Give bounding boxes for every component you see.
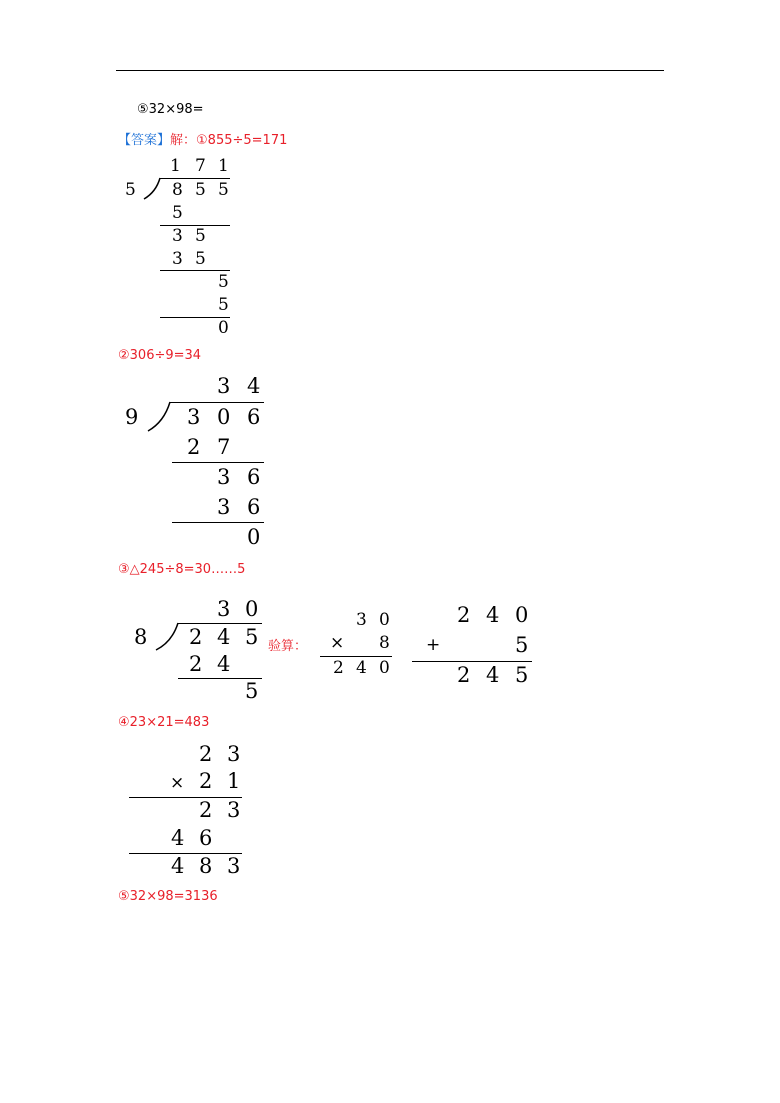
div1-step-digit: 5 [172, 203, 183, 223]
div2-dividend-digit: 6 [247, 405, 261, 429]
div1-step-digit: 3 [172, 226, 183, 246]
check-add-sign: + [426, 635, 441, 655]
check-add-result-digit: 2 [457, 663, 471, 687]
mult4-result-digit: 8 [199, 854, 213, 878]
div2-step-digit: 6 [247, 495, 261, 519]
mult4-top-digit: 3 [227, 742, 241, 766]
header-rule [116, 70, 664, 71]
part-2-title: ②306÷9=34 [118, 348, 202, 363]
div2-rule [172, 462, 264, 463]
div3-remainder: 5 [245, 679, 259, 703]
check-add-top-digit: 2 [457, 603, 471, 627]
div2-quotient-digit: 3 [217, 374, 231, 398]
div1-quotient-digit: 1 [170, 156, 181, 176]
div3-divisor: 8 [134, 625, 148, 649]
div1-quotient-digit: 1 [218, 156, 229, 176]
mult4-partial1-digit: 3 [227, 798, 241, 822]
div3-bracket-top [178, 623, 262, 624]
div3-quotient-digit: 3 [217, 597, 231, 621]
question-5: ⑤32×98= [137, 102, 204, 117]
check-add-bottom: 5 [515, 633, 529, 657]
mult4-result-digit: 4 [171, 854, 185, 878]
part-5-title: ⑤32×98=3136 [118, 889, 218, 904]
check-add-result-digit: 4 [486, 663, 500, 687]
div1-remainder: 0 [218, 318, 229, 338]
mult4-partial2-digit: 6 [199, 826, 213, 850]
div2-step-digit: 6 [247, 465, 261, 489]
mult4-bottom-digit: 2 [199, 769, 213, 793]
div3-step-digit: 2 [189, 652, 203, 676]
div2-dividend-digit: 0 [217, 405, 231, 429]
div2-remainder: 0 [247, 525, 261, 549]
div1-step-digit: 3 [172, 249, 183, 269]
mult4-result-digit: 3 [227, 854, 241, 878]
div1-bracket-top [160, 178, 230, 179]
div1-step-digit: 5 [195, 226, 206, 246]
check-mult-sign: × [330, 633, 345, 653]
div1-dividend-digit: 8 [172, 180, 183, 200]
check-add-top-digit: 4 [486, 603, 500, 627]
div2-divisor: 9 [125, 405, 139, 429]
check-mult-rule [320, 656, 392, 657]
div3-bracket-curve [156, 623, 180, 651]
mult4-sign: × [170, 773, 185, 793]
div1-dividend-digit: 5 [195, 180, 206, 200]
div1-step-digit: 5 [218, 295, 229, 315]
check-label: 验算： [268, 639, 308, 654]
answer-tag: 【答案】 [118, 133, 171, 148]
part-4-title: ④23×21=483 [118, 715, 210, 730]
div1-step-digit: 5 [218, 272, 229, 292]
check-mult-top-digit: 3 [356, 610, 367, 630]
answer-jie: 解： [170, 133, 197, 148]
mult4-partial2-digit: 4 [171, 826, 185, 850]
check-mult-bottom: 8 [379, 633, 390, 653]
div2-step-digit: 7 [217, 435, 231, 459]
div2-dividend-digit: 3 [187, 405, 201, 429]
div2-bracket-top [170, 402, 264, 403]
check-add-result-digit: 5 [515, 663, 529, 687]
div1-step-digit: 5 [195, 249, 206, 269]
check-mult-result-digit: 2 [333, 658, 344, 678]
mult4-rule [129, 797, 242, 798]
mult4-bottom-digit: 1 [227, 769, 241, 793]
check-mult-result-digit: 0 [379, 658, 390, 678]
div1-divisor: 5 [125, 180, 136, 200]
check-mult-top-digit: 0 [379, 610, 390, 630]
div2-step-digit: 3 [217, 465, 231, 489]
div2-step-digit: 3 [217, 495, 231, 519]
div1-dividend-digit: 5 [218, 180, 229, 200]
mult4-partial1-digit: 2 [199, 798, 213, 822]
div2-quotient-digit: 4 [247, 374, 261, 398]
div3-quotient-digit: 0 [245, 597, 259, 621]
answer-header [118, 134, 287, 147]
div3-dividend-digit: 4 [217, 625, 231, 649]
div3-step-digit: 4 [217, 652, 231, 676]
div2-step-digit: 2 [187, 435, 201, 459]
div1-quotient-digit: 7 [195, 156, 206, 176]
div2-bracket-curve [148, 402, 172, 432]
div1-bracket-curve [144, 178, 162, 200]
div2-rule [172, 522, 264, 523]
part-3-title: ③△245÷8=30……5 [118, 562, 246, 577]
check-add-rule [412, 661, 532, 662]
part-1-title: ①855÷5=171 [196, 133, 288, 148]
mult4-top-digit: 2 [199, 742, 213, 766]
check-add-top-digit: 0 [515, 603, 529, 627]
div3-dividend-digit: 2 [189, 625, 203, 649]
check-mult-result-digit: 4 [356, 658, 367, 678]
div3-dividend-digit: 5 [245, 625, 259, 649]
div1-rule [160, 270, 230, 271]
mult4-rule [129, 853, 242, 854]
